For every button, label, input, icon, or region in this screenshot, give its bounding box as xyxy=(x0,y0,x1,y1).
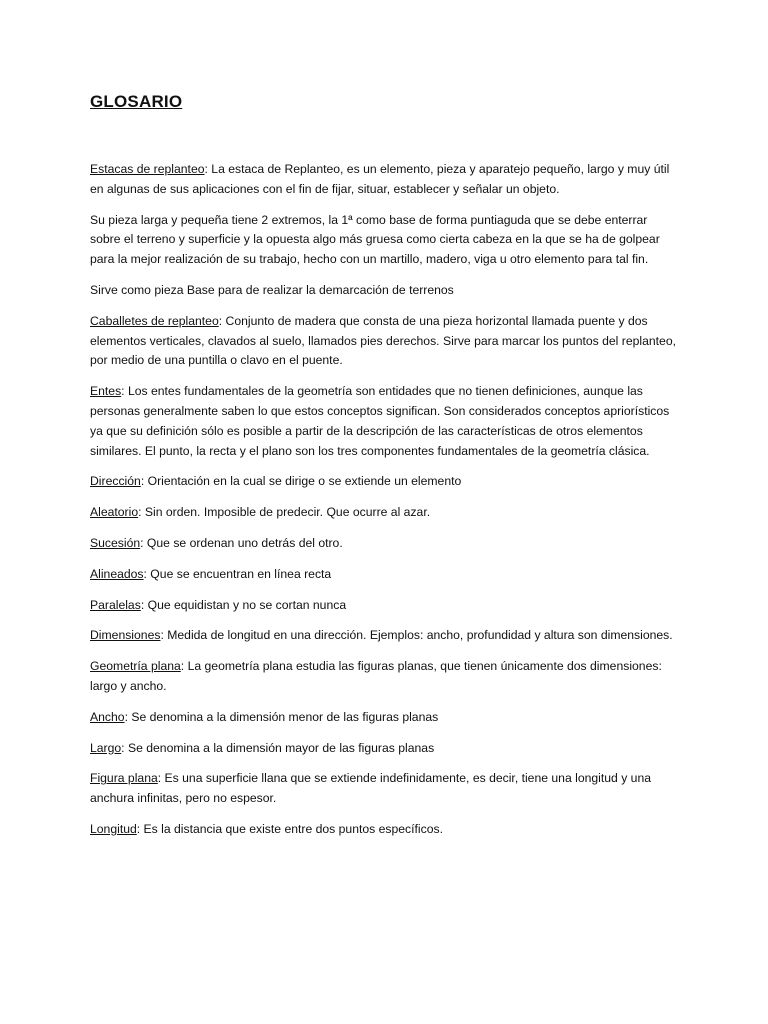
glossary-term: Paralelas xyxy=(90,597,141,612)
glossary-term: Caballetes de replanteo xyxy=(90,313,219,328)
term-separator: : xyxy=(140,597,145,612)
glossary-entry xyxy=(90,708,680,728)
page-title: GLOSARIO xyxy=(90,92,183,111)
term-separator: : xyxy=(136,821,141,836)
glossary-entry xyxy=(90,565,680,585)
glossary-definition: Orientación en la cual se dirige o se extiende un elemento xyxy=(144,474,462,489)
term-separator: : xyxy=(157,771,162,786)
glossary-definition: La geometría plana estudia las figuras planas, que tienen únicamente dos dimensiones: largo y ancho. xyxy=(90,659,662,693)
term-separator: : xyxy=(204,162,208,176)
glossary-term: Estacas de replanteo xyxy=(90,162,205,176)
glossary-definition: Se denomina a la dimensión mayor de las figuras planas xyxy=(124,740,435,755)
glossary-term: Geometría plana xyxy=(90,659,181,674)
glossary-term: Alineados xyxy=(90,566,144,581)
term-separator: : xyxy=(143,566,147,581)
glossary-term: Largo xyxy=(90,740,122,755)
glossary-definition: Es una superficie llana que se extiende indefinidamente, es decir, tiene una longitud y una anchura infinitas, pero no espesor. xyxy=(90,771,652,806)
term-separator: : xyxy=(121,740,125,755)
glossary-entry xyxy=(90,596,680,616)
glossary-entry xyxy=(90,382,680,461)
glossary-entry xyxy=(90,626,680,646)
glossary-definition: Sirve como pieza Base para de realizar la demarcación de terrenos xyxy=(90,282,454,297)
glossary-entry xyxy=(90,657,680,697)
glossary-entry xyxy=(90,472,680,492)
glossary-term: Dimensiones xyxy=(90,628,161,643)
glossary-term: Dirección xyxy=(90,474,141,489)
glossary-definition: Es la distancia que existe entre dos puntos específicos. xyxy=(140,821,443,836)
term-separator: : xyxy=(140,474,145,489)
glossary-entry xyxy=(90,769,680,809)
glossary-definition: Medida de longitud en una dirección. Ejemplos: ancho, profundidad y altura son dimensiones. xyxy=(163,628,673,643)
glossary-entry xyxy=(90,739,680,759)
glossary-entry xyxy=(90,503,680,523)
glossary-definition: Se denomina a la dimensión menor de las figuras planas xyxy=(127,709,439,724)
glossary-term: Longitud xyxy=(90,821,137,836)
glossary-term: Ancho xyxy=(90,709,125,724)
glossary-definition: Sin orden. Imposible de predecir. Que ocurre al azar. xyxy=(141,505,431,520)
term-separator: : xyxy=(180,659,185,674)
glossary-term: Figura plana xyxy=(90,771,158,786)
glossary-entry xyxy=(90,534,680,554)
glossary-definition: Que se ordenan uno detrás del otro. xyxy=(143,535,343,550)
glossary-term: Sucesión xyxy=(90,535,141,550)
glossary-definition: Que se encuentran en línea recta xyxy=(146,566,332,581)
term-separator: : xyxy=(140,535,144,550)
glossary-entry xyxy=(90,312,680,371)
glossary-term: Aleatorio xyxy=(90,505,139,520)
glossary-entry xyxy=(90,820,680,840)
term-separator: : xyxy=(218,313,223,328)
term-separator: : xyxy=(124,709,128,724)
term-separator: : xyxy=(138,505,142,520)
glossary-definition: Que equidistan y no se cortan nunca xyxy=(144,597,347,612)
glossary-paragraph xyxy=(90,211,680,270)
glossary-definition: La estaca de Replanteo, es un elemento, pieza y aparatejo pequeño, largo y muy útil en algunas de sus aplicaciones con el fin de fijar, situar, establecer y señalar un objeto. xyxy=(90,162,670,196)
glossary-definition: Los entes fundamentales de la geometría son entidades que no tienen definiciones, aunque las personas generalmente saben lo que estos conceptos significan. Son considerados conceptos apriorísticos ya que su definición sólo es posible a partir de la descripción de las características de otros elementos similares. El punto, la recta y el plano son los tres componentes fundamentales de la geometría clásica. xyxy=(90,384,670,458)
term-separator: : xyxy=(121,384,125,399)
glossary-term: Entes xyxy=(90,384,122,399)
glossary-definition: Conjunto de madera que consta de una pieza horizontal llamada puente y dos elementos verticales, clavados al suelo, llamados pies derechos. Sirve para marcar los puntos del replanteo, por medio de una puntilla o clavo en el puente. xyxy=(90,313,676,368)
glossary-definition: Su pieza larga y pequeña tiene 2 extremos, la 1ª como base de forma puntiaguda que se debe enterrar sobre el terreno y superficie y la opuesta algo más gruesa como cierta cabeza en la que se ha de golpear para la mejor realización de su trabajo, hecho con un martillo, madero, viga u otro elemento para tal fin. xyxy=(90,212,660,267)
term-separator: : xyxy=(160,628,164,643)
glossary-paragraph xyxy=(90,281,680,301)
glossary-entry xyxy=(90,160,680,200)
glossary-list xyxy=(90,160,680,851)
